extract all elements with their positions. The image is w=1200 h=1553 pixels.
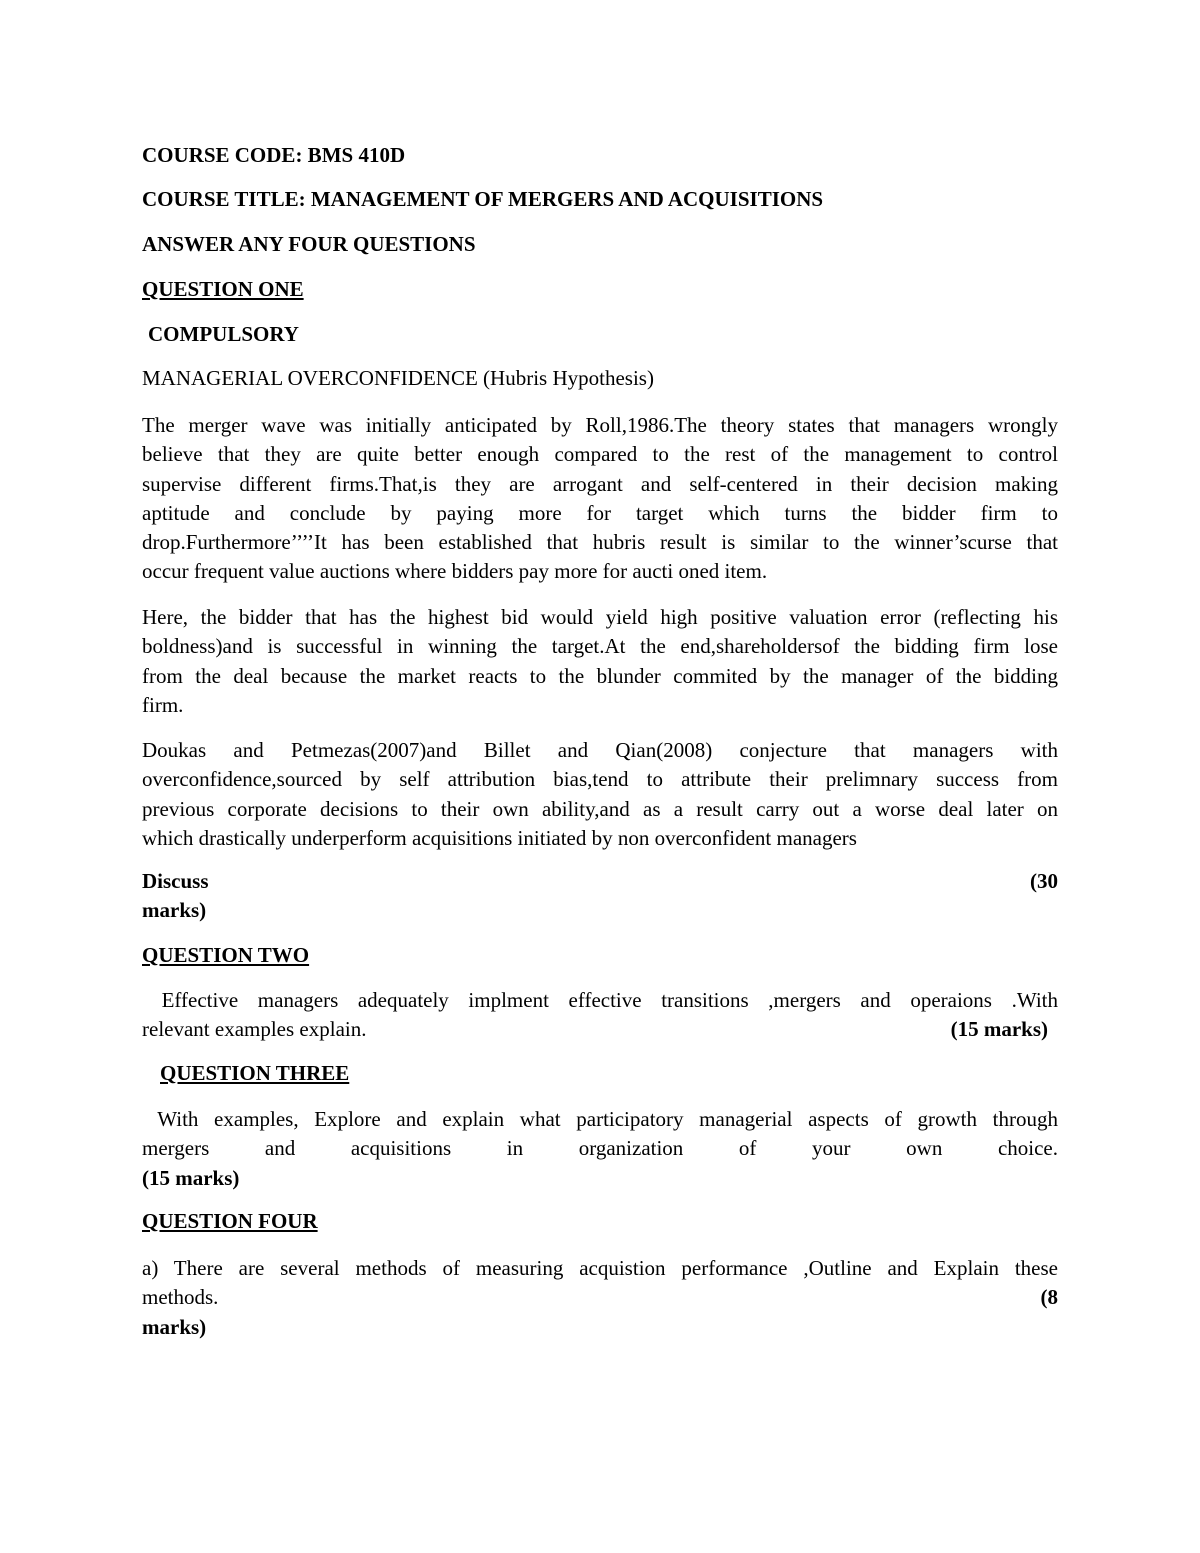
question-two-heading: QUESTION TWO: [142, 943, 310, 967]
discuss-label: Discuss: [142, 869, 209, 893]
q1-p1-line: believe that they are quite better enough compared to the rest of the management to control: [142, 442, 1058, 467]
question-four-heading: QUESTION FOUR: [142, 1209, 318, 1233]
course-title: COURSE TITLE: MANAGEMENT OF MERGERS AND ACQUISITIONS: [142, 187, 824, 211]
q1-p1-line: occur frequent value auctions where bidders pay more for aucti oned item.: [142, 559, 768, 584]
q1-paragraph-3: [142, 736, 1058, 853]
q4-body: [142, 1254, 1058, 1342]
question-three-heading: QUESTION THREE: [160, 1061, 350, 1085]
q2-marks: (15 marks): [950, 1017, 1048, 1042]
q1-p2-line: firm.: [142, 692, 184, 717]
q1-marks: (30: [1030, 869, 1058, 893]
q2-line: Effective managers adequately implment effective transitions ,mergers and operaions .With: [142, 988, 1058, 1012]
q3-line: mergers and acquisitions in organization of your own choice.: [142, 1136, 1058, 1161]
q2-body: [142, 986, 1058, 1045]
q1-p1-line: aptitude and conclude by paying more for target which turns the bidder firm to: [142, 500, 1058, 525]
q1-paragraph-1: [142, 411, 1058, 587]
q1-topic: MANAGERIAL OVERCONFIDENCE (Hubris Hypothesis): [142, 366, 654, 390]
course-code: COURSE CODE: BMS 410D: [142, 143, 406, 167]
compulsory-label: COMPULSORY: [148, 322, 299, 346]
q4-marks-suffix: marks): [142, 1314, 207, 1339]
q4-line: a) There are several methods of measuring acquistion performance ,Outline and Explain these: [142, 1256, 1058, 1280]
q1-p2-line: boldness)and is successful in winning the target.At the end,shareholdersof the bidding firm lose: [142, 634, 1058, 659]
q1-p3-line: previous corporate decisions to their own ability,and as a result carry out a worse deal later on: [142, 796, 1058, 821]
q1-p1-line: drop.Furthermore’’’’It has been established that hubris result is similar to the winner’scurse that: [142, 530, 1058, 555]
q4-marks: (8: [1040, 1285, 1058, 1310]
q3-marks: (15 marks): [142, 1165, 240, 1190]
question-one-heading: QUESTION ONE: [142, 277, 304, 301]
instruction: ANSWER ANY FOUR QUESTIONS: [142, 232, 476, 256]
q1-p3-line: Doukas and Petmezas(2007)and Billet and Qian(2008) conjecture that managers with: [142, 738, 1058, 762]
q1-p1-line: supervise different firms.That,is they are arrogant and self-centered in their decision making: [142, 471, 1058, 496]
q1-p3-line: overconfidence,sourced by self attribution bias,tend to attribute their prelimnary success from: [142, 767, 1058, 792]
q1-p1-line: The merger wave was initially anticipated by Roll,1986.The theory states that managers wrongly: [142, 413, 1058, 437]
q1-p3-line: which drastically underperform acquisitions initiated by non overconfident managers: [142, 825, 857, 850]
q1-paragraph-2: [142, 603, 1058, 720]
q1-p2-line: Here, the bidder that has the highest bid would yield high positive valuation error (reflecting his: [142, 605, 1058, 629]
q3-body: [142, 1105, 1058, 1193]
q1-marks-suffix: marks): [142, 898, 207, 923]
q4-line: methods.: [142, 1285, 219, 1310]
q1-discuss-block: [142, 867, 1058, 926]
q2-line: relevant examples explain.: [142, 1017, 367, 1042]
q1-p2-line: from the deal because the market reacts to the blunder commited by the manager of the bidding: [142, 663, 1058, 688]
q3-line: With examples, Explore and explain what participatory managerial aspects of growth through: [142, 1107, 1058, 1131]
